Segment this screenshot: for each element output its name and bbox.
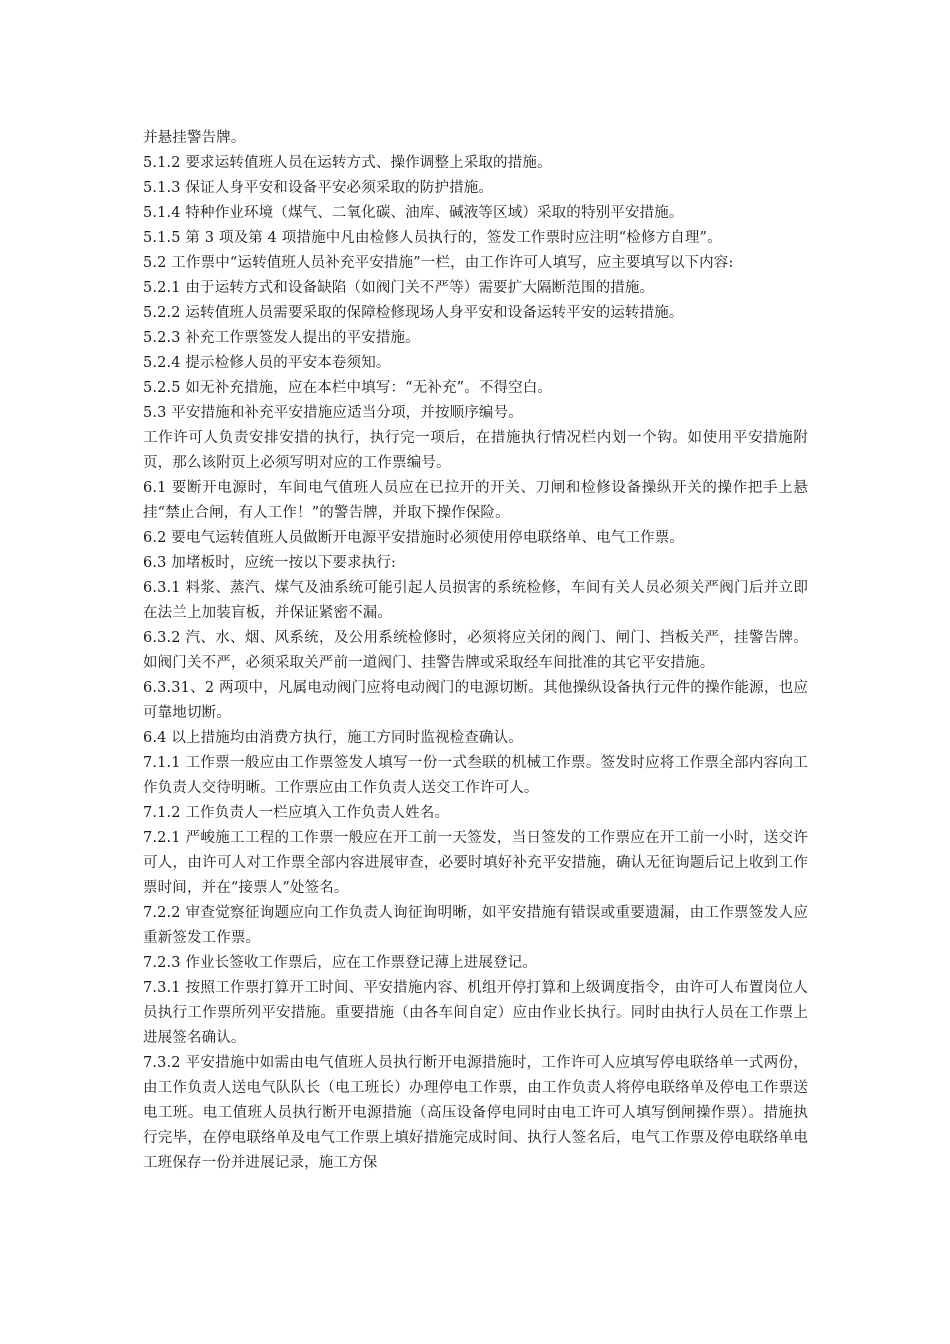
paragraph-0: 并悬挂警告牌。 (143, 130, 246, 146)
paragraph-6-3: 6.3 加堵板时，应统一按以下要求执行: (143, 555, 397, 571)
paragraph-7-2-3: 7.2.3 作业长签收工作票后，应在工作票登记薄上进展登记。 (143, 955, 538, 971)
paragraph-7-1-1: 7.1.1 工作票一般应由工作票签发人填写一份一式叁联的机械工作票。签发时应将工作票全部内容向工作负责人交待明晰。工作票应由工作负责人送交工作许可人。 (143, 755, 808, 796)
document-body (143, 126, 808, 1176)
paragraph-5-2-2: 5.2.2 运转值班人员需要采取的保障检修现场人身平安和设备运转平安的运转措施。 (143, 305, 684, 321)
paragraph-6-2: 6.2 要电气运转值班人员做断开电源平安措施时必须使用停电联络单、电气工作票。 (143, 530, 685, 546)
paragraph-5-3: 5.3 平安措施和补充平安措施应适当分项，并按顺序编号。 (143, 405, 523, 421)
paragraph-5-2-3: 5.2.3 补充工作票签发人提出的平安措施。 (143, 330, 420, 346)
paragraph-7-2-2: 7.2.2 审查觉察征询题应向工作负责人询征询明晰，如平安措施有错误或重要遗漏，由工作票签发人应重新签发工作票。 (143, 905, 808, 946)
paragraph-5-2: 5.2 工作票中“运转值班人员补充平安措施”一栏，由工作许可人填写，应主要填写以下内容: (143, 255, 734, 271)
paragraph-6-3-2: 6.3.2 汽、水、烟、风系统，及公用系统检修时，必须将应关闭的阀门、闸门、挡板关严，挂警告牌。如阀门关不严，必须采取关严前一道阀门、挂警告牌或采取经车间批准的其它平安措施。 (143, 630, 808, 671)
paragraph-5-1-2: 5.1.2 要求运转值班人员在运转方式、操作调整上采取的措施。 (143, 155, 552, 171)
paragraph-6-4: 6.4 以上措施均由消费方执行，施工方同时监视检查确认。 (143, 730, 523, 746)
paragraph-6-3-3: 6.3.31、2 两项中，凡属电动阀门应将电动阀门的电源切断。其他操纵设备执行元件的操作能源，也应可靠地切断。 (143, 680, 808, 721)
paragraph-7-2-1: 7.2.1 严峻施工工程的工作票一般应在开工前一天签发，当日签发的工作票应在开工前一小时，送交许可人，由许可人对工作票全部内容进展审查，必要时填好补充平安措施，确认无征询题后记上收到工作票时间，并在“接票人”处签名。 (143, 830, 808, 896)
paragraph-5-2-5: 5.2.5 如无补充措施，应在本栏中填写：“无补充”。不得空白。 (143, 380, 553, 396)
paragraph-5-2-1: 5.2.1 由于运转方式和设备缺陷（如阀门关不严等）需要扩大隔断范围的措施。 (143, 280, 655, 296)
paragraph-7-1-2: 7.1.2 工作负责人一栏应填入工作负责人姓名。 (143, 805, 450, 821)
paragraph-6-1: 6.1 要断开电源时，车间电气值班人员应在已拉开的开关、刀闸和检修设备操纵开关的操作把手上悬挂“禁止合闸，有人工作！”的警告牌，并取下操作保险。 (143, 480, 808, 521)
paragraph-7-3-2: 7.3.2 平安措施中如需由电气值班人员执行断开电源措施时，工作许可人应填写停电联络单一式两份，由工作负责人送电气队队长（电工班长）办理停电工作票，由工作负责人将停电联络单及停电工作票送电工班。电工值班人员执行断开电源措施（高压设备停电同时由电工许可人填写倒闸操作票）。措施执行完毕，在停电联络单及电气工作票上填好措施完成时间、执行人签名后，电气工作票及停电联络单电工班保存一份并进展记录，施工方保 (143, 1055, 808, 1171)
paragraph-5-2-4: 5.2.4 提示检修人员的平安本卷须知。 (143, 355, 391, 371)
paragraph-7-3-1: 7.3.1 按照工作票打算开工时间、平安措施内容、机组开停打算和上级调度指令，由许可人布置岗位人员执行工作票所列平安措施。重要措施（由各车间自定）应由作业长执行。同时由执行人员在工作票上进展签名确认。 (143, 980, 808, 1046)
paragraph-6-3-1: 6.3.1 料浆、蒸汽、煤气及油系统可能引起人员损害的系统检修，车间有关人员必须关严阀门后并立即在法兰上加装盲板，并保证紧密不漏。 (143, 580, 808, 621)
paragraph-permit-holder: 工作许可人负责安排安措的执行，执行完一项后，在措施执行情况栏内划一个钩。如使用平安措施附页，那么该附页上必须写明对应的工作票编号。 (143, 430, 808, 471)
paragraph-5-1-5: 5.1.5 第 3 项及第 4 项措施中凡由检修人员执行的，签发工作票时应注明“检修方自理”。 (143, 230, 722, 246)
paragraph-5-1-3: 5.1.3 保证人身平安和设备平安必须采取的防护措施。 (143, 180, 494, 196)
paragraph-5-1-4: 5.1.4 特种作业环境（煤气、二氧化碳、油库、碱液等区域）采取的特别平安措施。 (143, 205, 684, 221)
